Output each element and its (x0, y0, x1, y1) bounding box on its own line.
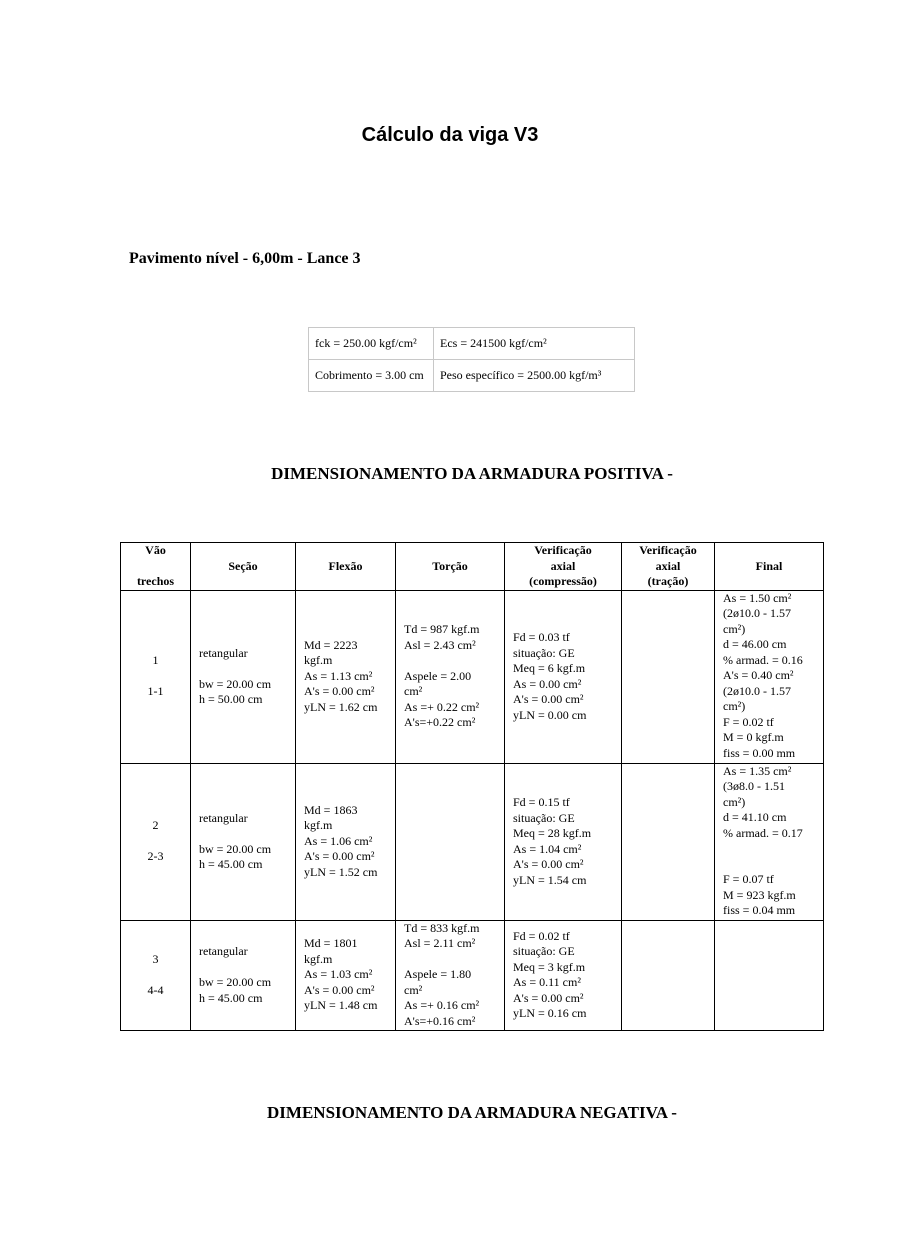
final-line: F = 0.07 tf (723, 872, 774, 886)
final-line: % armad. = 0.17 (723, 825, 803, 840)
compressao-line: Meq = 28 kgf.m (513, 826, 592, 840)
secao-bw: bw = 20.00 cm (199, 975, 272, 989)
compressao-line: A's = 0.00 cm² (513, 692, 584, 706)
trecho-label: 1-1 (147, 684, 164, 699)
flexao-line: A's = 0.00 cm² (304, 982, 375, 997)
header-verificacao-compressao (505, 543, 622, 591)
compressao-line: yLN = 0.16 cm (513, 1006, 587, 1020)
compressao-line: A's = 0.00 cm² (513, 990, 584, 1005)
secao-type: retangular (199, 810, 248, 825)
final-line: d = 46.00 cm (723, 637, 787, 651)
page-title: Cálculo da viga V3 (361, 124, 539, 146)
final-line: d = 41.10 cm (723, 810, 787, 824)
vao-number: 1 (152, 653, 159, 668)
flexao-line: yLN = 1.62 cm (304, 699, 378, 714)
peso-especifico-cell: Peso específico = 2500.00 kgf/m³ (434, 360, 635, 392)
compressao-cell (505, 763, 622, 920)
compressao-line: yLN = 0.00 cm (513, 707, 587, 722)
vao-cell (121, 590, 191, 763)
final-line: cm²) (723, 699, 746, 713)
table-row (121, 763, 824, 920)
final-line: M = 923 kgf.m (723, 887, 796, 902)
secao-bw: bw = 20.00 cm (199, 676, 272, 691)
header-text: axial (550, 558, 576, 573)
final-line: fiss = 0.04 mm (723, 903, 796, 917)
secao-cell (191, 920, 296, 1030)
final-line: (2ø10.0 - 1.57 (723, 606, 791, 620)
header-torcao: Torção (396, 543, 505, 591)
header-text: axial (655, 558, 681, 573)
tracao-cell (622, 763, 715, 920)
flexao-line: Md = 2223 (304, 637, 358, 652)
compressao-line: As = 0.00 cm² (513, 676, 582, 691)
final-line: % armad. = 0.16 (723, 652, 803, 667)
final-line: M = 0 kgf.m (723, 730, 784, 744)
material-properties-table (308, 327, 635, 392)
flexao-line: As = 1.13 cm² (304, 668, 373, 683)
header-verificacao-tracao (622, 543, 715, 591)
header-text: Verificação (639, 543, 697, 557)
flexao-line: A's = 0.00 cm² (304, 684, 375, 699)
torcao-line: Asl = 2.11 cm² (404, 936, 476, 951)
torcao-line: As =+ 0.16 cm² (404, 998, 480, 1013)
torcao-line: cm² (404, 684, 423, 699)
flexao-line: A's = 0.00 cm² (304, 849, 375, 864)
final-line: As = 1.35 cm² (723, 763, 792, 778)
vao-cell (121, 920, 191, 1030)
torcao-cell (396, 590, 505, 763)
torcao-line: Td = 833 kgf.m (404, 920, 480, 935)
header-flexao: Flexão (296, 543, 396, 591)
final-cell (715, 763, 824, 920)
flexao-line: kgf.m (304, 818, 333, 833)
final-line: (2ø10.0 - 1.57 (723, 683, 791, 698)
secao-h: h = 50.00 cm (199, 692, 263, 706)
compressao-line: Fd = 0.03 tf (513, 630, 570, 644)
compressao-cell (505, 590, 622, 763)
vao-number: 2 (152, 818, 159, 833)
final-line: (3ø8.0 - 1.51 (723, 779, 785, 793)
floor-subtitle: Pavimento nível - 6,00m - Lance 3 (129, 250, 361, 267)
compressao-line: A's = 0.00 cm² (513, 857, 584, 871)
secao-h: h = 45.00 cm (199, 990, 263, 1005)
fck-cell: fck = 250.00 kgf/cm² (309, 328, 434, 360)
header-secao: Seção (191, 543, 296, 591)
header-vao-bottom: trechos (136, 574, 175, 588)
positive-reinforcement-heading: DIMENSIONAMENTO DA ARMADURA POSITIVA - (271, 464, 673, 483)
tracao-cell (622, 590, 715, 763)
vao-cell (121, 763, 191, 920)
positive-reinforcement-table (120, 542, 824, 1031)
compressao-line: As = 0.11 cm² (513, 975, 581, 989)
final-cell (715, 590, 824, 763)
flexao-line: yLN = 1.48 cm (304, 998, 378, 1013)
compressao-line: situação: GE (513, 944, 575, 958)
header-vao (121, 543, 191, 591)
flexao-line: kgf.m (304, 951, 333, 966)
compressao-line: yLN = 1.54 cm (513, 872, 587, 887)
torcao-line: Asl = 2.43 cm² (404, 637, 476, 652)
torcao-line: Aspele = 2.00 (404, 668, 472, 683)
trecho-label: 4-4 (147, 982, 164, 997)
final-line: fiss = 0.00 mm (723, 745, 796, 760)
cobrimento-cell: Cobrimento = 3.00 cm (309, 360, 434, 392)
final-line: F = 0.02 tf (723, 714, 774, 729)
compressao-line: Fd = 0.02 tf (513, 928, 570, 943)
final-line: cm²) (723, 621, 746, 636)
compressao-line: Meq = 3 kgf.m (513, 959, 586, 974)
torcao-line: cm² (404, 982, 423, 997)
compressao-line: Meq = 6 kgf.m (513, 661, 586, 675)
header-final: Final (715, 543, 824, 591)
trecho-label: 2-3 (147, 849, 164, 864)
tracao-cell (622, 920, 715, 1030)
secao-cell (191, 763, 296, 920)
flexao-line: As = 1.06 cm² (304, 833, 373, 848)
table-header-row (121, 543, 824, 591)
flexao-line: Md = 1801 (304, 936, 358, 951)
secao-type: retangular (199, 944, 248, 958)
flexao-line: As = 1.03 cm² (304, 967, 373, 982)
torcao-cell (396, 920, 505, 1030)
header-text: (tração) (647, 574, 689, 588)
compressao-cell (505, 920, 622, 1030)
flexao-line: yLN = 1.52 cm (304, 864, 378, 879)
table-row (121, 920, 824, 1030)
final-cell (715, 920, 824, 1030)
flexao-line: Md = 1863 (304, 802, 358, 817)
secao-h: h = 45.00 cm (199, 857, 263, 871)
flexao-cell (296, 763, 396, 920)
compressao-line: situação: GE (513, 810, 575, 825)
header-text: Verificação (534, 543, 592, 557)
compressao-line: Fd = 0.15 tf (513, 795, 570, 809)
secao-cell (191, 590, 296, 763)
flexao-cell (296, 920, 396, 1030)
torcao-line: Aspele = 1.80 (404, 967, 472, 982)
vao-number: 3 (152, 951, 159, 966)
final-line: As = 1.50 cm² (723, 590, 792, 605)
header-text: (compressão) (529, 574, 597, 588)
negative-reinforcement-heading: DIMENSIONAMENTO DA ARMADURA NEGATIVA - (267, 1103, 677, 1122)
torcao-cell (396, 763, 505, 920)
torcao-line: A's=+0.16 cm² (404, 1013, 476, 1028)
flexao-line: kgf.m (304, 653, 333, 668)
compressao-line: situação: GE (513, 645, 575, 660)
torcao-line: A's=+0.22 cm² (404, 715, 476, 730)
header-vao-top: Vão (145, 543, 166, 557)
final-line: A's = 0.40 cm² (723, 668, 794, 682)
torcao-line: As =+ 0.22 cm² (404, 699, 480, 714)
flexao-cell (296, 590, 396, 763)
table-row (121, 590, 824, 763)
torcao-line: Td = 987 kgf.m (404, 622, 480, 637)
final-line: cm²) (723, 794, 746, 809)
secao-type: retangular (199, 645, 248, 660)
secao-bw: bw = 20.00 cm (199, 841, 272, 856)
ecs-cell: Ecs = 241500 kgf/cm² (434, 328, 635, 360)
compressao-line: As = 1.04 cm² (513, 841, 582, 856)
